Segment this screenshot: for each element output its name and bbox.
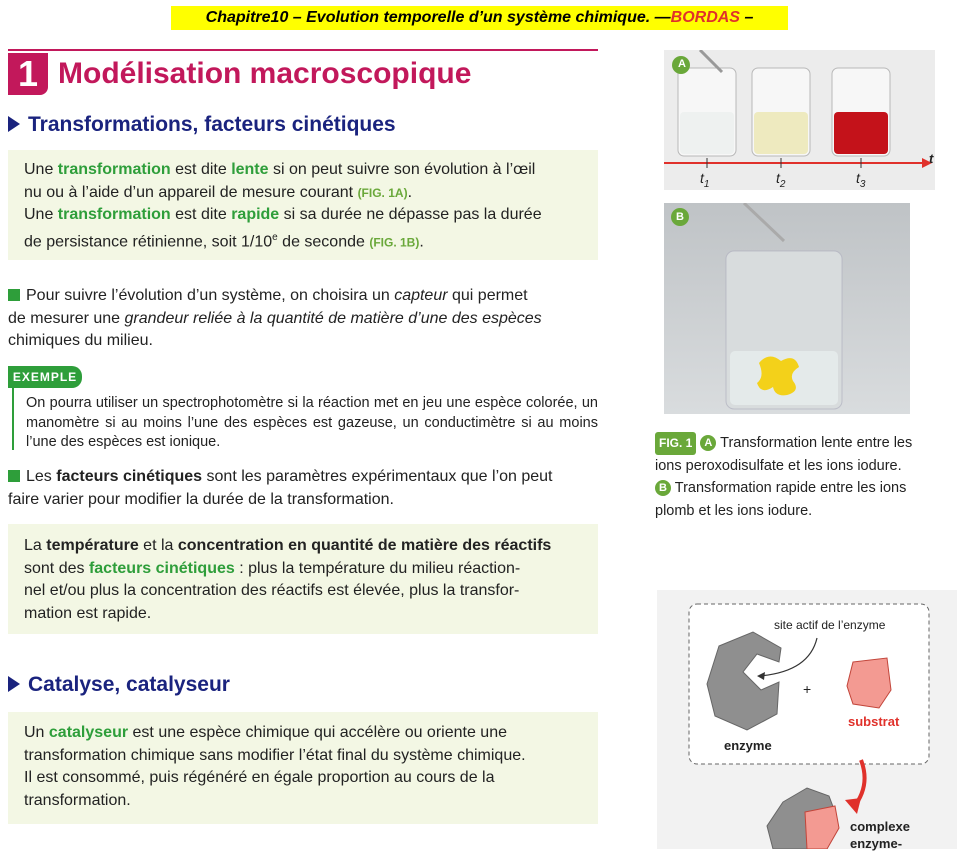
header-brand: BORDAS bbox=[670, 9, 740, 26]
exemple-text: On pourra utiliser un spectrophotomètre si la réaction met en jeu une espèce colorée, un manomètre si au moins l’une des espèces est gazeuse, un conductimètre si au moins l’une des espèces est ionique. bbox=[26, 395, 598, 450]
photo-fig-1a bbox=[664, 50, 935, 190]
triangle-bullet-icon bbox=[8, 116, 20, 132]
triangle-bullet-icon bbox=[8, 676, 20, 692]
label-plus: + bbox=[803, 681, 812, 697]
section-divider bbox=[8, 49, 598, 51]
square-bullet-icon bbox=[8, 470, 20, 482]
axis-t-label: t bbox=[929, 151, 934, 166]
label-substrat: substrat bbox=[848, 714, 900, 729]
badge-a: A bbox=[678, 58, 686, 70]
section-number: 1 bbox=[8, 53, 48, 95]
definition-text: Une transformation est dite lente si on peut suivre son évolution à l’œil nu ou à l’aide d’un appareil de mesure courant (FIG. 1A). Une transformation est dite rapide si sa durée ne dépasse pas la durée de persistance rétinienne, soit 1/10e de seconde (FIG. 1B). bbox=[24, 161, 542, 250]
fig-tag: FIG. 1 bbox=[655, 432, 696, 455]
label-enzyme: enzyme bbox=[724, 738, 772, 753]
tick-t3: $t_3$ bbox=[856, 170, 866, 190]
catalyseur-text: Un catalyseur est une espèce chimique qui accélère ou oriente une transformation chimique sans modifier l’état final du système chimique. Il est consommé, puis régénéré en égale proportion au cours de la transformation. bbox=[24, 724, 526, 809]
subheading-transformations: Transformations, facteurs cinétiques bbox=[8, 113, 396, 137]
badge-b: B bbox=[676, 211, 684, 223]
square-bullet-icon bbox=[8, 289, 20, 301]
subheading-catalyse: Catalyse, catalyseur bbox=[8, 673, 230, 697]
paragraph-capteur: Pour suivre l’évolution d’un système, on choisira un capteur qui permet de mesurer une grandeur reliée à la quantité de matière d’une des espèces chimiques du milieu. bbox=[8, 287, 542, 349]
label-site-actif: site actif de l’enzyme bbox=[774, 618, 886, 632]
tick-t1: $t_1$ bbox=[700, 170, 710, 190]
facteurs-text: La température et la concentration en quantité de matière des réactifs sont des facteurs cinétiques : plus la température du milieu réaction- nel et/ou plus la concentration des réactifs est élevée, plus la transfor- mation est rapide. bbox=[24, 537, 552, 622]
label-complexe: complexe bbox=[850, 819, 910, 834]
exemple-bar bbox=[12, 388, 14, 450]
photo-fig-1b bbox=[664, 203, 910, 414]
tick-t2: $t_2$ bbox=[776, 170, 786, 190]
page-header: Chapitre10 – Evolution temporelle d’un système chimique. —BORDAS – bbox=[171, 6, 788, 30]
figure-caption: FIG. 1 A Transformation lente entre les ions peroxodisulfate et les ions iodure. B Transformation rapide entre les ions plomb et les ions iodure. bbox=[655, 432, 955, 522]
exemple-tag: EXEMPLE bbox=[8, 366, 82, 388]
paragraph-facteurs: Les facteurs cinétiques sont les paramètres expérimentaux que l’on peut faire varier pour modifier la durée de la transformation. bbox=[8, 468, 553, 508]
label-complexe-enzyme: enzyme- bbox=[850, 836, 903, 851]
section-title: Modélisation macroscopique bbox=[58, 57, 472, 90]
